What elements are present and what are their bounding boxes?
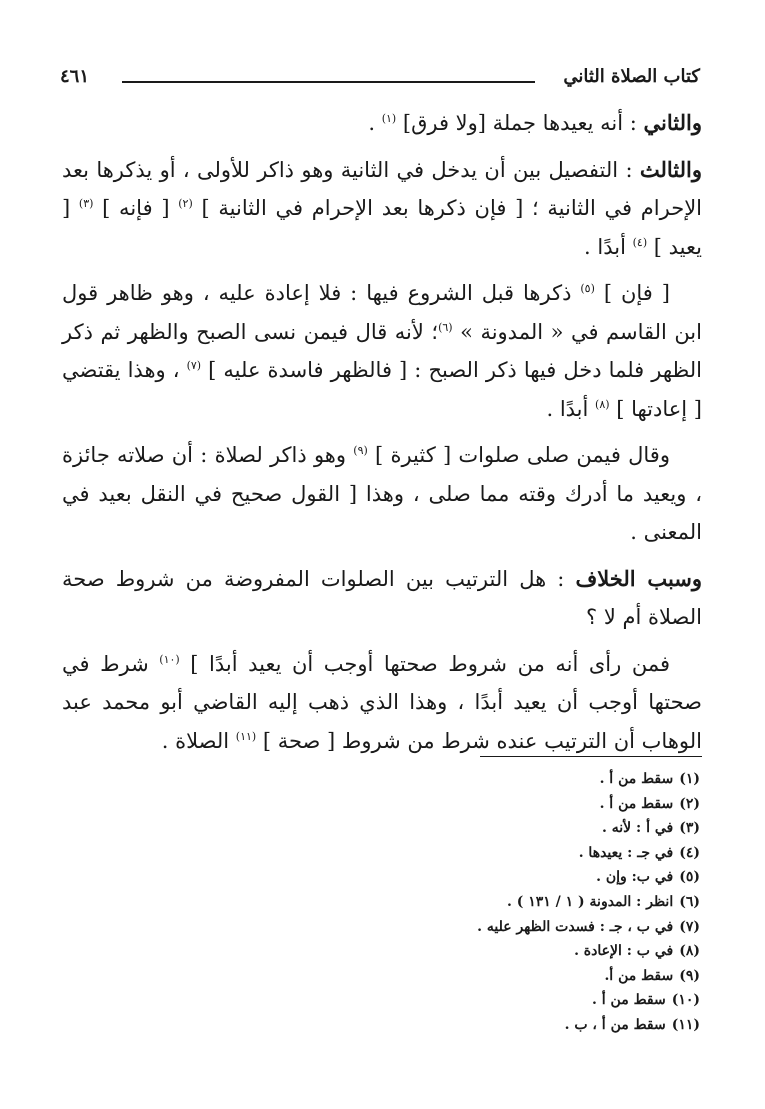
footnote-number: (١) bbox=[679, 771, 700, 787]
footnote-rule bbox=[480, 756, 702, 757]
footnote-number: (٩) bbox=[679, 967, 700, 984]
main-text bbox=[62, 104, 702, 768]
text-run: [ فإنه ] bbox=[93, 196, 179, 220]
text-run: شرط في صحتها أوجب أن يعيد أبدًا ، وهذا الذي ذهب إليه القاضي أبو محمد عبد الوهاب أن الترتيب عنده شرط من شروط [ صحة ] bbox=[62, 651, 702, 753]
footnote-ref: (١٠) bbox=[159, 652, 180, 666]
footnote-text: في أ : لأنه . bbox=[602, 820, 674, 837]
text-run: وقال فيمن صلى صلوات [ كثيرة ] bbox=[367, 443, 670, 467]
text-run: [ يعيد ] bbox=[62, 196, 702, 259]
text-run: ؛ لأنه قال فيمن نسى الصبح والظهر ثم ذكر الظهر فلما دخل فيها ذكر الصبح : [ فالظهر فاسدة عليه ] bbox=[62, 319, 702, 382]
header-rule bbox=[122, 81, 535, 83]
footnote-number: (٥) bbox=[679, 869, 700, 886]
footnote-text: في جـ : يعيدها . bbox=[578, 844, 674, 861]
footnote-text: في ب: وإن . bbox=[596, 869, 674, 886]
footnotes bbox=[62, 756, 702, 1038]
footnote-ref: (٦) bbox=[438, 320, 453, 334]
footnote-number: (٨) bbox=[679, 943, 700, 960]
text-run: فمن رأى أنه من شروط صحتها أوجب أن يعيد أبدًا ] bbox=[179, 651, 671, 676]
paragraph-lead: والثالث bbox=[639, 156, 702, 182]
text-run: . bbox=[368, 111, 382, 135]
footnote-text: في ب : الإعادة . bbox=[574, 943, 674, 960]
paragraph bbox=[62, 151, 702, 267]
paragraph bbox=[62, 560, 702, 637]
paragraph bbox=[62, 104, 702, 143]
footnote bbox=[62, 939, 700, 964]
footnote-number: (٢) bbox=[679, 795, 700, 812]
text-run: : أنه يعيدها جملة [ولا فرق] bbox=[396, 111, 644, 135]
footnote bbox=[62, 865, 700, 890]
running-header bbox=[60, 62, 700, 98]
footnote bbox=[62, 841, 700, 866]
footnote-ref: (٧) bbox=[186, 359, 202, 372]
footnote-ref: (٥) bbox=[580, 282, 595, 295]
footnote-text: في ب ، جـ : فسدت الظهر عليه . bbox=[477, 918, 674, 935]
page-number: ٤٦١ bbox=[60, 66, 90, 87]
footnote bbox=[62, 767, 700, 792]
text-run: : هل الترتيب بين الصلوات المفروضة من شروط صحة الصلاة أم لا ؟ bbox=[62, 566, 702, 629]
footnote-list bbox=[62, 767, 702, 1038]
footnote-text: سقط من أ . bbox=[599, 771, 674, 787]
footnote-number: (٣) bbox=[679, 820, 700, 837]
footnote-text: سقط من أ . bbox=[599, 795, 674, 812]
text-run: أبدًا . bbox=[546, 396, 596, 421]
paragraph bbox=[62, 274, 702, 428]
text-run: : التفصيل بين أن يدخل في الثانية وهو ذاكر للأولى ، أو يذكرها بعد الإحرام في الثانية ؛ [ فإن ذكرها بعد الإحرام في الثانية ] bbox=[62, 157, 702, 220]
footnote-ref: (٤) bbox=[632, 235, 648, 249]
footnote-number: (٤) bbox=[679, 844, 700, 861]
chapter-title: كتاب الصلاة الثاني bbox=[563, 66, 700, 87]
footnote-text: انظر : المدونة ( ١ / ١٣١ ) . bbox=[506, 893, 674, 910]
footnote bbox=[62, 964, 700, 989]
footnote-ref: (٩) bbox=[353, 444, 368, 457]
paragraph-lead: والثاني bbox=[643, 110, 702, 135]
footnote bbox=[62, 915, 700, 940]
footnote bbox=[62, 890, 700, 915]
footnote-ref: (١١) bbox=[235, 729, 257, 743]
footnote-ref: (١) bbox=[381, 112, 397, 125]
text-run: الصلاة . bbox=[161, 728, 236, 753]
paragraph bbox=[62, 645, 702, 761]
footnote-number: (٦) bbox=[679, 893, 700, 910]
text-run: [ فإن ] bbox=[594, 281, 670, 305]
text-run: ذكرها قبل الشروع فيها : فلا إعادة عليه ، وهو ظاهر قول ابن القاسم في « المدونة » bbox=[62, 281, 702, 344]
footnote-number: (١١) bbox=[671, 1016, 700, 1033]
footnote bbox=[62, 792, 700, 817]
footnote bbox=[62, 1013, 700, 1038]
text-run: أبدًا . bbox=[584, 234, 633, 259]
footnote bbox=[62, 816, 700, 841]
paragraph-lead: وسبب الخلاف bbox=[575, 565, 703, 591]
footnote-number: (٧) bbox=[679, 918, 700, 935]
footnote-text: سقط من أ . bbox=[592, 992, 666, 1009]
footnote-text: سقط من أ ، ب . bbox=[564, 1016, 666, 1033]
text-run: وهو ذاكر لصلاة : أن صلاته جائزة ، ويعيد ما أدرك وقته مما صلى ، وهذا [ القول صحيح في النقل بعيد في المعنى . bbox=[62, 443, 702, 544]
footnote bbox=[62, 988, 700, 1013]
footnote-ref: (٢) bbox=[178, 197, 193, 210]
text-run: ، وهذا يقتضي [ إعادتها ] bbox=[62, 358, 702, 421]
footnote-ref: (٣) bbox=[78, 197, 94, 210]
paragraph bbox=[62, 436, 702, 552]
footnote-ref: (٨) bbox=[595, 397, 610, 411]
footnote-number: (١٠) bbox=[671, 992, 700, 1009]
footnote-text: سقط من أ. bbox=[604, 967, 674, 984]
